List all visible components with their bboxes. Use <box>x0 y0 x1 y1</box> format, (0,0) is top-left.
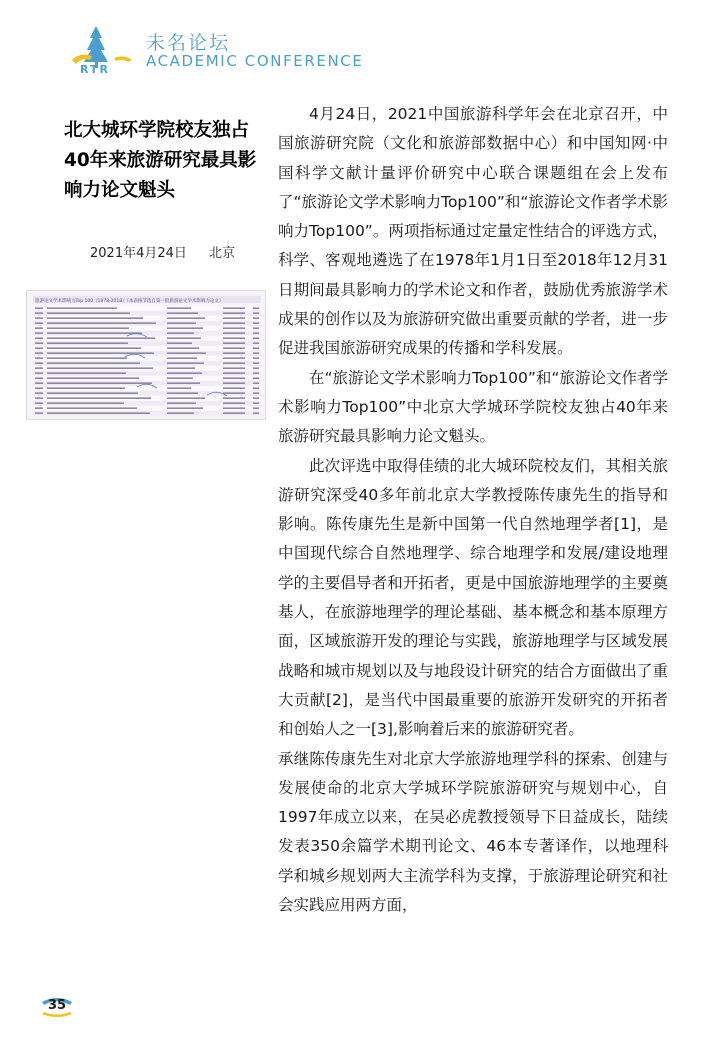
table-image-cell <box>223 347 245 349</box>
table-image-cell <box>35 322 43 324</box>
table-image-cell <box>35 382 43 384</box>
table-image-cell <box>167 372 202 374</box>
brand-english-name: ACADEMIC CONFERENCE <box>146 52 364 70</box>
table-image-cell <box>253 347 259 349</box>
table-image-cell <box>253 367 259 369</box>
table-image-cell <box>167 362 204 364</box>
table-image-cell <box>47 412 150 414</box>
table-image-cell <box>47 307 117 309</box>
table-image-cell <box>223 342 245 344</box>
brand-chinese-name: 未名论坛 <box>146 32 231 54</box>
table-image-cell <box>167 312 198 314</box>
table-image-cell <box>47 357 127 359</box>
table-image-cell <box>47 347 141 349</box>
table-image-cell <box>167 322 196 324</box>
table-image-cell <box>223 362 245 364</box>
body-paragraph: 4月24日，2021中国旅游科学年会在北京召开，中国旅游研究院（文化和旅游部数据中心）和中国知网·中国科学文献计量评价研究中心联合课题组在会上发布了“旅游论文学术影响力Top100”和“旅游论文作者学术影响力Top100”。两项指标通过定量定性结合的评选方式，科学、客观地遴选了在1978年1月1日至2018年12月31日期间最具影响力的学术论文和作者，鼓励优秀旅游学术成果的创作以及为旅游研究做出重要贡献的学者，进一步促进我国旅游研究成果的传播和学科发展。 <box>278 105 668 358</box>
table-image-cell <box>47 317 143 319</box>
table-image-cell <box>35 347 43 349</box>
table-image-cell <box>167 357 197 359</box>
table-image-cell <box>253 327 259 329</box>
table-image-cell <box>47 342 128 344</box>
table-image-cell <box>47 367 153 369</box>
table-image-cell <box>47 332 142 334</box>
table-image-cell <box>223 392 245 394</box>
table-image-cell <box>35 392 43 394</box>
table-image-cell <box>167 407 203 409</box>
table-image-cell <box>167 412 194 414</box>
table-image-cell <box>35 352 43 354</box>
article-location: 北京 <box>209 246 236 261</box>
table-image-cell <box>47 382 152 384</box>
table-image-cell <box>35 337 43 339</box>
table-image-cell <box>35 327 43 329</box>
table-image-cell <box>253 407 259 409</box>
table-image-cell <box>253 332 259 334</box>
table-image-cell <box>253 412 259 414</box>
body-paragraph: 承继陈传康先生对北京大学旅游地理学科的探索、创建与发展使命的北京大学城环学院旅游研究与规划中心，自1997年成立以来，在吴必虎教授领导下日益成长，陆续发表350余篇学术期刊论文、46本专著译作，以地理科学和城乡规划两大主流学科为支撑，于旅游理论研究和社会实践应用两方面， <box>278 749 668 915</box>
table-image-cell <box>223 307 245 309</box>
table-image-cell <box>223 352 245 354</box>
table-image-cell <box>47 312 130 314</box>
table-image-cell <box>35 362 43 364</box>
table-image-cell <box>253 317 259 319</box>
table-image-cell <box>35 367 43 369</box>
table-image-cell <box>167 317 205 319</box>
table-image-cell <box>35 397 43 399</box>
table-image-cell <box>223 312 245 314</box>
table-image-cell <box>35 332 43 334</box>
table-image-cell <box>167 327 203 329</box>
logo-text: RTR <box>80 63 110 74</box>
table-image-cell <box>167 342 192 344</box>
table-image-cell <box>47 362 140 364</box>
table-image-cell <box>35 387 43 389</box>
table-image-cell <box>35 372 43 374</box>
table-image-cell <box>47 387 125 389</box>
table-image-cell <box>253 352 259 354</box>
table-image-cell <box>223 327 245 329</box>
table-image-cell <box>35 342 43 344</box>
table-image-cell <box>223 412 245 414</box>
table-image-cell <box>35 407 43 409</box>
table-image-title: 旅游论文学术影响力Top 100（1978-2018）（本表格节选自第一批旅游论文学术影响力论文） <box>35 299 224 304</box>
table-image-cell <box>253 402 259 404</box>
page-number-badge <box>40 994 74 1018</box>
table-image-cell <box>167 352 206 354</box>
table-image-cell <box>47 392 138 394</box>
table-image-cell <box>167 397 205 399</box>
rtr-logo <box>70 24 136 74</box>
table-image-cell <box>223 322 245 324</box>
table-image-cell <box>47 327 129 329</box>
page-header <box>70 24 470 74</box>
table-image-cell <box>223 337 245 339</box>
table-image-cell <box>253 392 259 394</box>
table-image-cell <box>47 407 137 409</box>
table-image-cell <box>253 377 259 379</box>
table-image-cell <box>253 312 259 314</box>
table-image-cell <box>223 382 245 384</box>
table-image-cell <box>35 357 43 359</box>
table-image-cell <box>167 337 201 339</box>
dateline <box>90 242 253 261</box>
table-image-cell <box>167 387 191 389</box>
table-image-cell <box>35 377 43 379</box>
table-image-cell <box>223 397 245 399</box>
body-paragraph: 此次评选中取得佳绩的北大城环院校友们，其相关旅游研究深受40多年前北京大学教授陈传康先生的指导和影响。陈传康先生是新中国第一代自然地理学者[1]，是中国现代综合自然地理学、综合地理学和发展/建设地理学的主要倡导者和开拓者，更是中国旅游地理学的主要奠基人，在旅游地理学的理论基础、基本概念和基本原理方面，区域旅游开发的理论与实践，旅游地理学与区域发展战略和城市规划以及与地段设计研究的结合方面做出了重大贡献[2]，是当代中国最重要的旅游开发研究的开拓者和创始人之一[3],影响着后来的旅游研究者。 <box>278 456 668 739</box>
table-image-cell <box>253 372 259 374</box>
page-number: 35 <box>47 998 67 1013</box>
table-image-cell <box>253 362 259 364</box>
table-image-cell <box>223 317 245 319</box>
table-image-cell <box>223 402 245 404</box>
table-image-cell <box>253 337 259 339</box>
table-image-cell <box>35 317 43 319</box>
table-image-cell <box>35 312 43 314</box>
table-image-cell <box>35 402 43 404</box>
table-image-cell <box>223 332 245 334</box>
table-image-cell <box>223 387 245 389</box>
ranking-table-graphic <box>27 291 266 420</box>
table-image-cell <box>253 382 259 384</box>
table-image-cell <box>253 322 259 324</box>
table-image-cell <box>167 377 193 379</box>
table-image-cell <box>167 392 198 394</box>
table-image-cell <box>167 367 195 369</box>
table-image-cell <box>35 412 43 414</box>
ranking-table-image <box>26 290 266 420</box>
table-image-cell <box>223 407 245 409</box>
article-body <box>278 100 668 920</box>
table-image-cell <box>253 342 259 344</box>
table-image-cell <box>223 367 245 369</box>
table-image-cell <box>253 397 259 399</box>
table-image-cell <box>167 382 200 384</box>
table-image-cell <box>47 372 126 374</box>
table-image-cell <box>223 357 245 359</box>
table-image-cell <box>167 307 191 309</box>
table-image-cell <box>167 347 199 349</box>
table-image-cell <box>167 402 196 404</box>
table-image-cell <box>167 332 194 334</box>
table-image-cell <box>47 352 154 354</box>
table-image-cell <box>253 387 259 389</box>
article-date: 2021年4月24日 <box>90 246 187 261</box>
table-image-cell <box>47 402 124 404</box>
table-image-cell <box>47 337 155 339</box>
table-image-cell <box>223 372 245 374</box>
table-image-cell <box>223 377 245 379</box>
table-image-cell <box>47 397 151 399</box>
table-image-cell <box>35 307 43 309</box>
table-image-cell <box>47 377 139 379</box>
table-image-cell <box>253 307 259 309</box>
article-headline: 北大城环学院校友独占40年来旅游研究最具影响力论文魁头 <box>64 120 257 201</box>
body-paragraph: 在“旅游论文学术影响力Top100”和“旅游论文作者学术影响力Top100”中北京大学城环学院校友独占40年来旅游研究最具影响力论文魁头。 <box>278 368 668 446</box>
table-image-cell <box>47 322 156 324</box>
table-image-cell <box>253 357 259 359</box>
